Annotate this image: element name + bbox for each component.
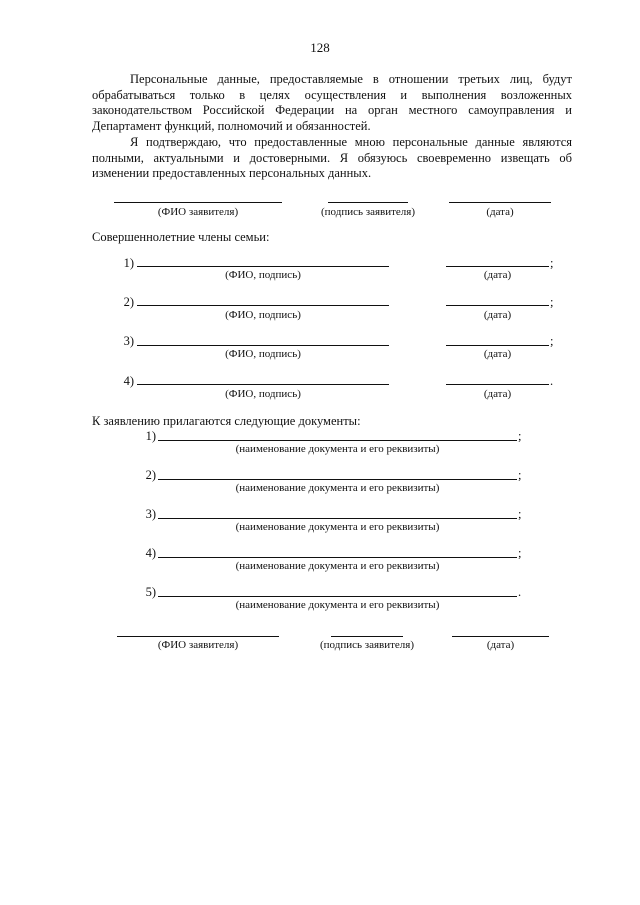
family-date-line-2[interactable]: [446, 305, 549, 306]
family-date-line-3[interactable]: [446, 345, 549, 346]
family-date-caption: (дата): [483, 348, 512, 360]
document-caption: (наименование документа и его реквизиты): [235, 482, 440, 494]
document-caption: (наименование документа и его реквизиты): [235, 599, 440, 611]
document-caption: (наименование документа и его реквизиты): [235, 560, 440, 572]
family-date-caption: (дата): [483, 309, 512, 321]
document-item-end: ;: [518, 546, 522, 560]
document-item-number: 5): [145, 585, 156, 599]
applicant-signature-line-final[interactable]: [331, 636, 403, 637]
family-date-line-4[interactable]: [446, 384, 549, 385]
date-caption: (дата): [486, 639, 515, 651]
family-item-number: 4): [123, 374, 134, 388]
applicant-fio-line[interactable]: [114, 202, 282, 203]
family-fio-caption: (ФИО, подпись): [225, 348, 301, 360]
family-item-end: .: [550, 374, 554, 388]
family-fio-caption: (ФИО, подпись): [225, 309, 301, 321]
document-caption: (наименование документа и его реквизиты): [235, 443, 440, 455]
family-date-caption: (дата): [483, 269, 512, 281]
family-fio-line-4[interactable]: [137, 384, 389, 385]
document-item-number: 4): [145, 546, 156, 560]
documents-heading: К заявлению прилагаются следующие документы:: [92, 414, 361, 428]
paragraph-third-party-data: Персональные данные, предоставляемые в отношении третьих лиц, будут обрабатываться только в целях осуществления и выполнения возложенных законодательством Российской Федерации на орган местного самоуправления и Департамент функций, полномочий и обязанностей.: [92, 72, 572, 133]
family-heading: Совершеннолетние члены семьи:: [92, 230, 270, 244]
family-item-end: ;: [550, 256, 554, 270]
family-item-number: 3): [123, 334, 134, 348]
document-line-5[interactable]: [158, 596, 517, 597]
applicant-fio-caption: (ФИО заявителя): [157, 639, 239, 651]
family-fio-line-3[interactable]: [137, 345, 389, 346]
paragraph-confirmation: Я подтверждаю, что предоставленные мною персональные данные являются полными, актуальными и достоверными. Я обязуюсь своевременно извещать об изменении предоставленных персональных данных.: [92, 135, 572, 180]
family-date-line-1[interactable]: [446, 266, 549, 267]
applicant-signature-caption: (подпись заявителя): [320, 206, 416, 218]
document-item-end: ;: [518, 507, 522, 521]
applicant-signature-line[interactable]: [328, 202, 408, 203]
family-fio-caption: (ФИО, подпись): [225, 388, 301, 400]
document-item-number: 1): [145, 429, 156, 443]
family-item-number: 1): [123, 256, 134, 270]
family-fio-line-2[interactable]: [137, 305, 389, 306]
document-item-end: ;: [518, 468, 522, 482]
applicant-fio-line-final[interactable]: [117, 636, 279, 637]
date-caption: (дата): [486, 206, 514, 218]
applicant-fio-caption: (ФИО заявителя): [157, 206, 239, 218]
document-line-3[interactable]: [158, 518, 517, 519]
document-item-end: ;: [518, 429, 522, 443]
family-fio-caption: (ФИО, подпись): [225, 269, 301, 281]
family-fio-line-1[interactable]: [137, 266, 389, 267]
document-item-end: .: [518, 585, 522, 599]
document-item-number: 2): [145, 468, 156, 482]
document-line-2[interactable]: [158, 479, 517, 480]
date-line[interactable]: [449, 202, 551, 203]
family-item-number: 2): [123, 295, 134, 309]
document-caption: (наименование документа и его реквизиты): [235, 521, 440, 533]
document-item-number: 3): [145, 507, 156, 521]
family-item-end: ;: [550, 295, 554, 309]
applicant-signature-caption: (подпись заявителя): [319, 639, 415, 651]
document-line-4[interactable]: [158, 557, 517, 558]
document-line-1[interactable]: [158, 440, 517, 441]
family-item-end: ;: [550, 334, 554, 348]
date-line-final[interactable]: [452, 636, 549, 637]
page-number: 128: [310, 40, 330, 55]
family-date-caption: (дата): [483, 388, 512, 400]
